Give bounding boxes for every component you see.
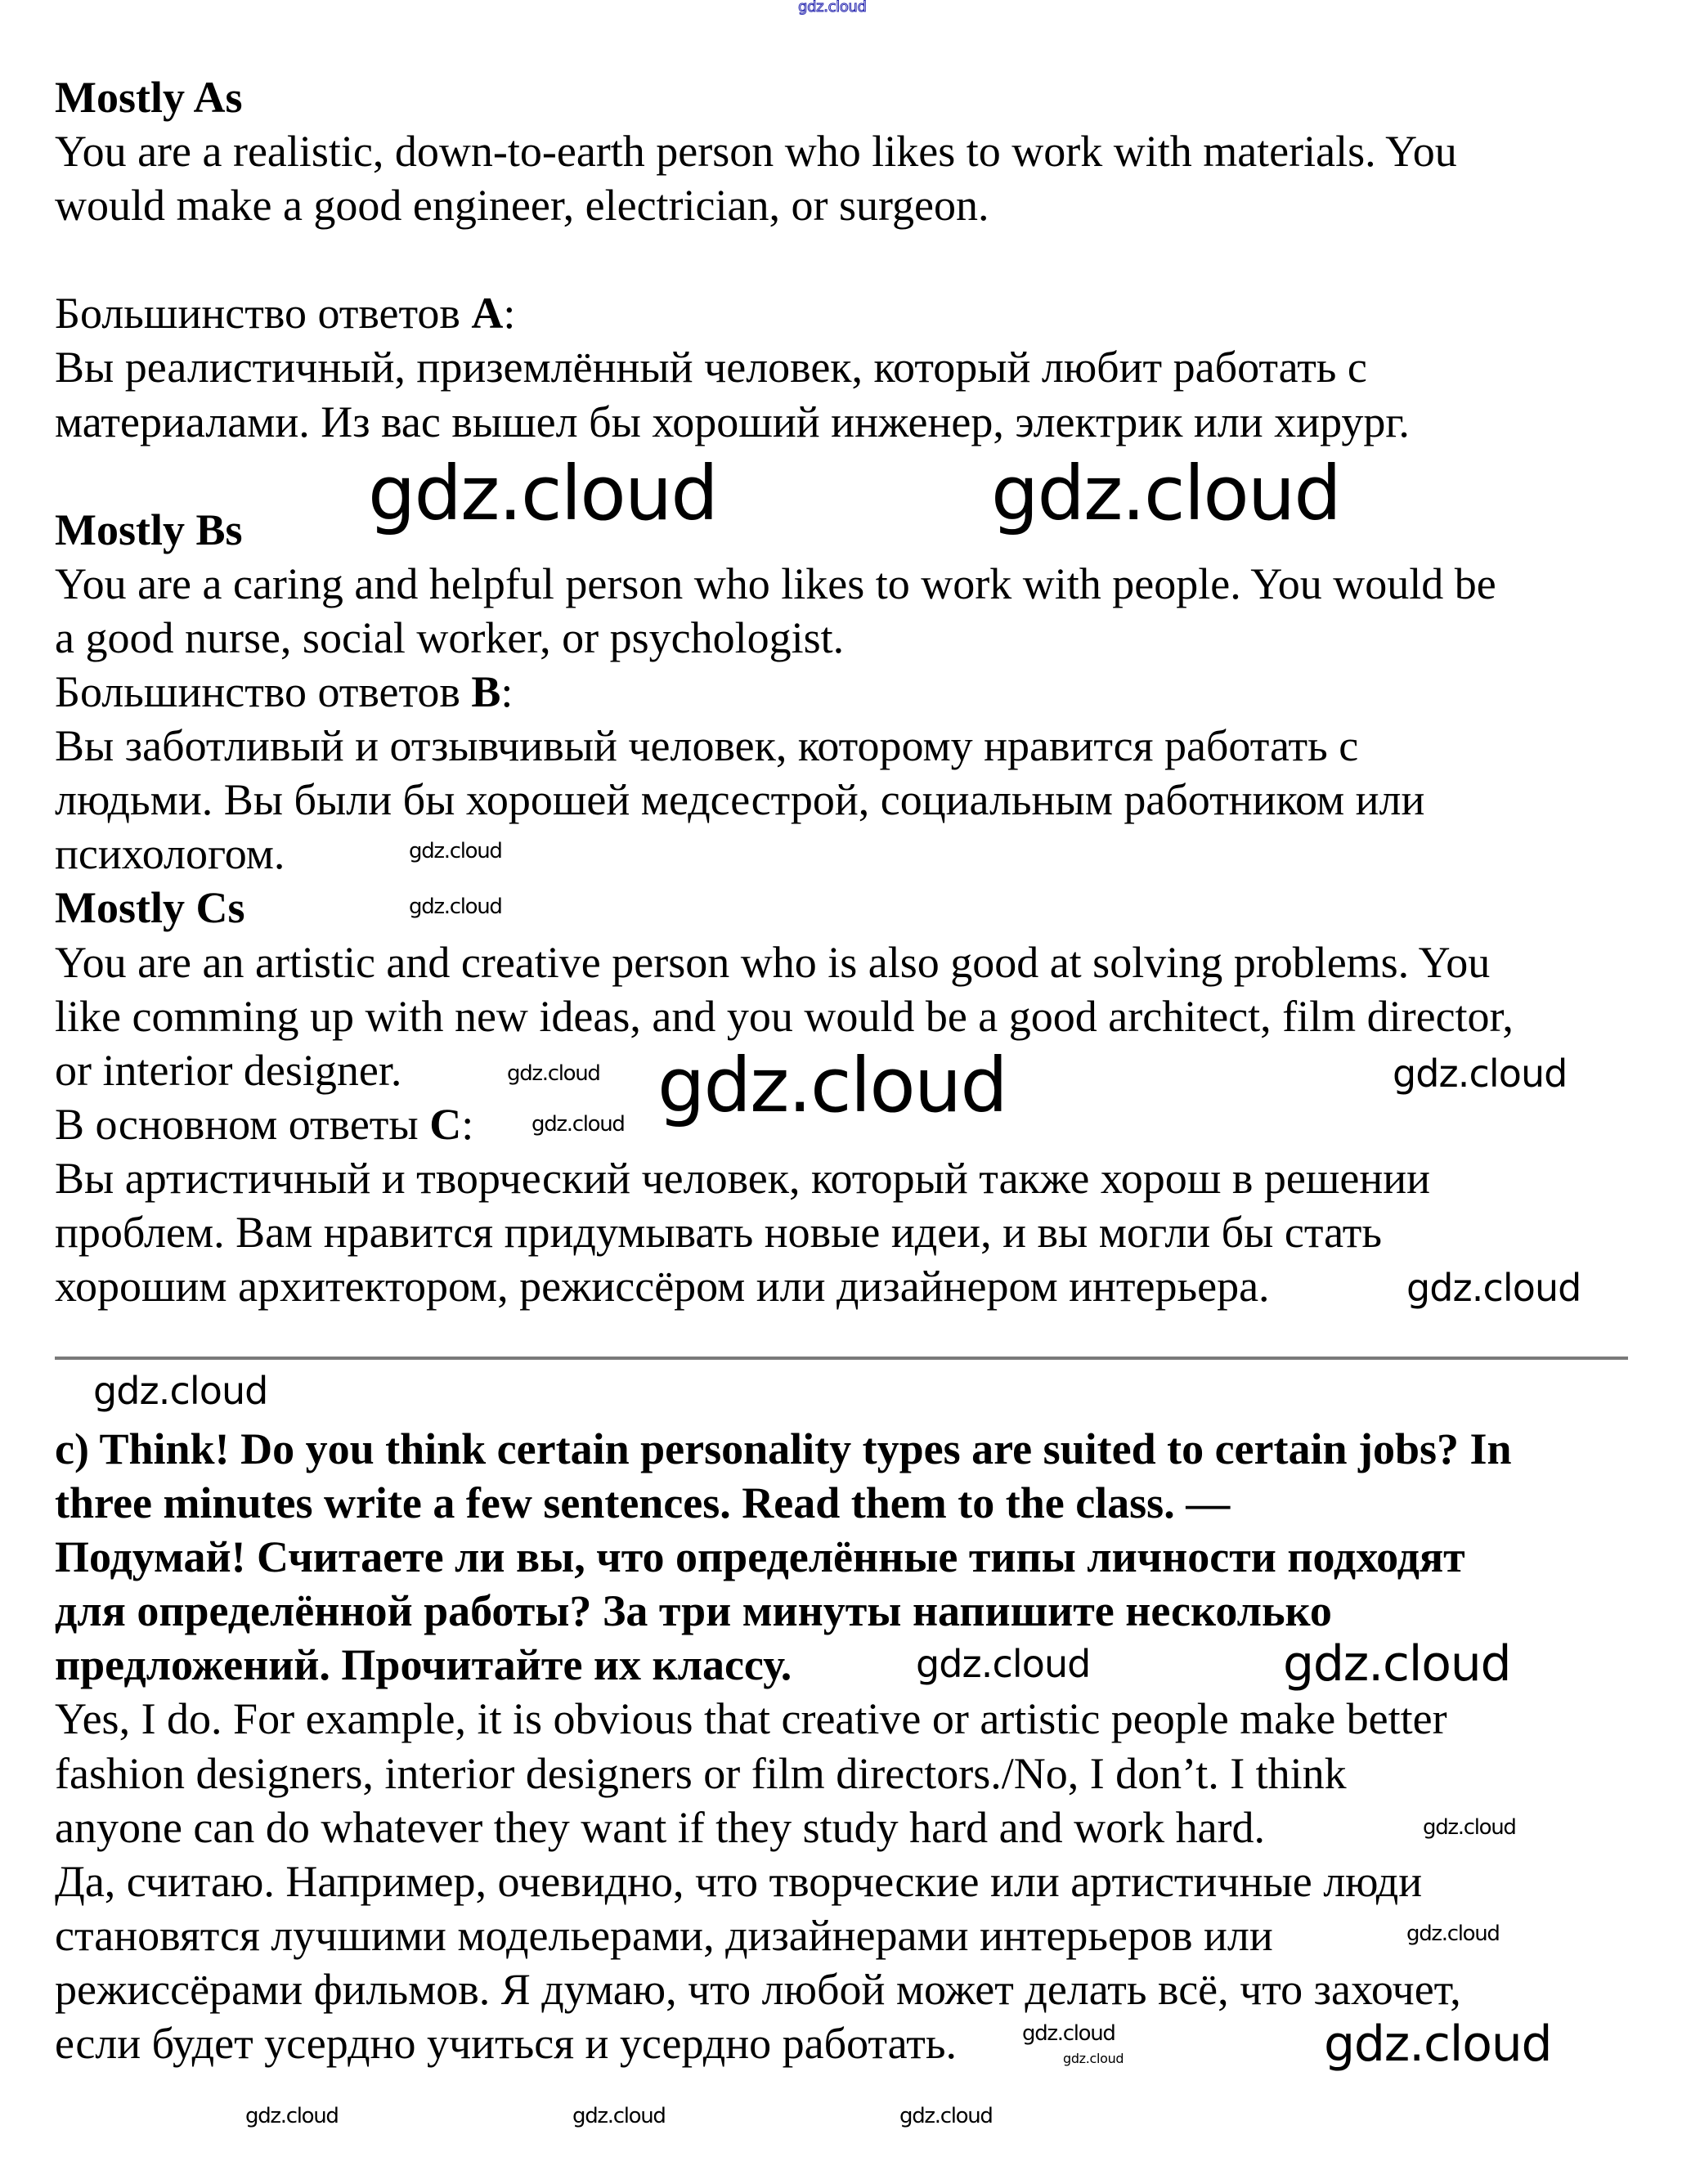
text-run: хорошим архитектором, режиссёром или дизайнером интерьера. bbox=[55, 1262, 1270, 1312]
text-line bbox=[55, 1638, 792, 1692]
watermark: gdz.cloud bbox=[1423, 1815, 1516, 1840]
text-run: You are an artistic and creative person who is also good at solving problems. You bbox=[55, 937, 1491, 987]
text-run: : bbox=[461, 1099, 474, 1149]
text-run: Вы артистичный и творческий человек, который также хорош в решении bbox=[55, 1153, 1431, 1203]
watermark: gdz.cloud bbox=[899, 2104, 993, 2128]
watermark: gdz.cloud bbox=[1283, 1635, 1511, 1693]
text-run: для определённой работы? За три минуты напишите несколько bbox=[55, 1586, 1332, 1636]
text-line bbox=[55, 70, 243, 124]
text-line bbox=[55, 773, 1424, 827]
text-line bbox=[55, 989, 1514, 1043]
text-run: проблем. Вам нравится придумывать новые идеи, и вы могли бы стать bbox=[55, 1207, 1382, 1257]
text-line bbox=[55, 1476, 1230, 1530]
text-run: c) Think! Do you think certain personality types are suited to certain jobs? In bbox=[55, 1424, 1512, 1473]
text-line bbox=[55, 881, 244, 935]
text-line bbox=[55, 1097, 473, 1151]
watermark: gdz.cloud bbox=[507, 1061, 600, 1086]
text-run: anyone can do whatever they want if they study hard and work hard. bbox=[55, 1802, 1266, 1852]
text-run: режиссёрами фильмов. Я думаю, что любой может делать всё, что захочет, bbox=[55, 1964, 1461, 2014]
text-run: or interior designer. bbox=[55, 1045, 402, 1095]
text-line bbox=[55, 503, 243, 557]
text-run: You are a realistic, down-to-earth person who likes to work with materials. You bbox=[55, 127, 1457, 177]
text-run: если будет усердно учиться и усердно работать. bbox=[55, 2019, 957, 2069]
text-line bbox=[55, 1801, 1265, 1854]
text-run: B bbox=[471, 667, 501, 717]
text-line bbox=[55, 1854, 1422, 1908]
watermark: gdz.cloud bbox=[572, 2104, 666, 2128]
watermark: gdz.cloud bbox=[916, 1642, 1091, 1686]
watermark: gdz.cloud bbox=[1063, 2051, 1124, 2066]
text-run: Вы заботливый и отзывчивый человек, которому нравится работать с bbox=[55, 721, 1359, 771]
text-run: становятся лучшими модельерами, дизайнерами интерьеров или bbox=[55, 1910, 1273, 1960]
text-run: : bbox=[500, 667, 514, 717]
watermark: gdz.cloud bbox=[798, 0, 867, 16]
text-run: предложений. Прочитайте их классу. bbox=[55, 1640, 792, 1690]
text-run: В основном ответы bbox=[55, 1099, 430, 1149]
text-line bbox=[55, 178, 989, 232]
text-run: психологом. bbox=[55, 829, 285, 879]
watermark: gdz.cloud bbox=[532, 1112, 625, 1137]
text-line bbox=[55, 1747, 1347, 1801]
text-run: материалами. Из вас вышел бы хороший инженер, электрик или хирург. bbox=[55, 397, 1410, 446]
watermark: gdz.cloud bbox=[1022, 2021, 1115, 2046]
text-run: You are a caring and helpful person who likes to work with people. You would be bbox=[55, 558, 1496, 608]
text-run: Вы реалистичный, приземлённый человек, который любит работать с bbox=[55, 343, 1367, 392]
text-line bbox=[55, 1908, 1273, 1962]
watermark: gdz.cloud bbox=[368, 450, 717, 537]
text-line bbox=[55, 1043, 401, 1097]
watermark: gdz.cloud bbox=[991, 450, 1340, 537]
text-run: Mostly Bs bbox=[55, 505, 243, 554]
text-run: Подумай! Считаете ли вы, что определённые типы личности подходят bbox=[55, 1532, 1465, 1582]
text-line bbox=[55, 1422, 1512, 1476]
text-line bbox=[55, 611, 844, 665]
text-run: Mostly Cs bbox=[55, 883, 245, 933]
text-run: A bbox=[471, 289, 504, 339]
text-run: three minutes write a few sentences. Read them to the class. — bbox=[55, 1478, 1231, 1528]
text-run: людьми. Вы были бы хорошей медсестрой, социальным работником или bbox=[55, 775, 1425, 825]
text-line bbox=[55, 719, 1358, 773]
text-run: Yes, I do. For example, it is obvious that creative or artistic people make better bbox=[55, 1694, 1447, 1744]
text-line bbox=[55, 2016, 957, 2070]
watermark: gdz.cloud bbox=[657, 1042, 1007, 1129]
watermark: gdz.cloud bbox=[1406, 1266, 1581, 1310]
watermark: gdz.cloud bbox=[93, 1369, 268, 1413]
exercise-c-section bbox=[55, 1422, 1512, 2070]
text-line bbox=[55, 1205, 1382, 1259]
text-line bbox=[55, 340, 1367, 394]
text-line bbox=[55, 1962, 1461, 2016]
text-run: fashion designers, interior designers or film directors./No, I don’t. I think bbox=[55, 1748, 1347, 1798]
text-line bbox=[55, 665, 513, 719]
text-run: would make a good engineer, electrician, or surgeon. bbox=[55, 181, 989, 231]
text-line bbox=[55, 827, 285, 881]
text-line bbox=[55, 1151, 1430, 1205]
text-line bbox=[55, 286, 515, 340]
watermark: gdz.cloud bbox=[1393, 1052, 1568, 1096]
text-line bbox=[55, 395, 1410, 449]
text-line bbox=[55, 124, 1457, 178]
text-run: a good nurse, social worker, or psychologist. bbox=[55, 612, 845, 662]
text-line bbox=[55, 935, 1490, 989]
text-line bbox=[55, 557, 1496, 611]
watermark: gdz.cloud bbox=[409, 839, 502, 863]
watermark: gdz.cloud bbox=[245, 2104, 339, 2128]
section-divider bbox=[55, 1357, 1628, 1360]
text-line bbox=[55, 1692, 1447, 1746]
text-run: C bbox=[429, 1099, 462, 1149]
text-line bbox=[55, 1584, 1332, 1638]
text-run: Большинство ответов bbox=[55, 289, 472, 339]
watermark: gdz.cloud bbox=[409, 895, 502, 919]
text-run: Большинство ответов bbox=[55, 667, 472, 717]
text-run: like comming up with new ideas, and you would be a good architect, film director, bbox=[55, 991, 1514, 1041]
text-line bbox=[55, 1530, 1465, 1584]
watermark: gdz.cloud bbox=[1324, 2016, 1552, 2073]
text-run: : bbox=[503, 289, 516, 339]
watermark: gdz.cloud bbox=[1406, 1922, 1500, 1946]
text-run: Да, считаю. Например, очевидно, что творческие или артистичные люди bbox=[55, 1856, 1423, 1906]
text-run: Mostly As bbox=[55, 73, 243, 122]
text-line bbox=[55, 1259, 1270, 1313]
